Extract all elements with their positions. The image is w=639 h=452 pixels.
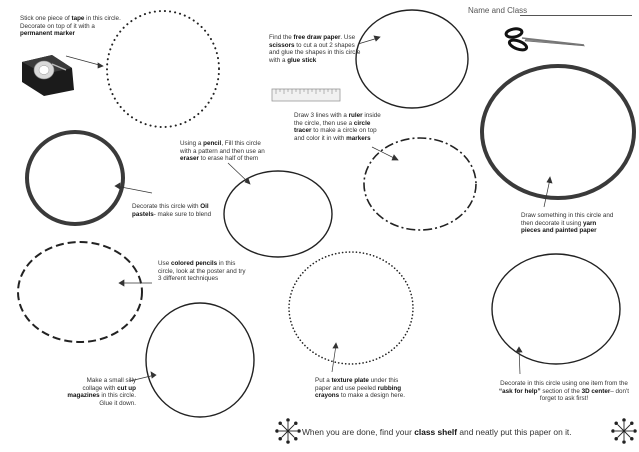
circle-yarn [482, 66, 634, 198]
circle-pencil [224, 171, 332, 257]
instruction-paper: Find the free draw paper. Use scissors to cut a out 2 shapes and glue the shapes in this circle with a glue stick [269, 34, 361, 64]
instruction-pastels: Decorate this circle with Oil pastels- make sure to blend [132, 203, 212, 218]
scissors-icon [505, 28, 585, 52]
tape-dispenser-icon [22, 55, 74, 96]
instruction-magazines: Make a small silly collage with cut up magazines in this circle. Glue it down. [67, 377, 136, 407]
instruction-help: Decorate in this circle using one item from the “ask for help” section of the 3D center– don't forget to ask first! [498, 380, 630, 403]
circle-magazines [146, 303, 254, 417]
instruction-tape: Stick one piece of tape in this circle. Decorate on top of it with a permanent marker [20, 15, 121, 38]
instruction-ruler: Draw 3 lines with a ruler inside the circle, then use a circle tracer to make a circle on top and color it in with markers [294, 112, 381, 142]
instruction-colored-pencils: Use colored pencils in this circle, look at the poster and try 3 different techniques [158, 260, 246, 283]
circle-pastels [27, 132, 123, 224]
circle-help [492, 254, 620, 364]
circle-ruler [364, 138, 476, 230]
circle-texture [289, 252, 413, 364]
circle-paper [356, 10, 468, 108]
circle-colored-pencils [18, 242, 142, 342]
instruction-texture: Put a texture plate under this paper and use peeled rubbing crayons to make a design here. [315, 377, 405, 400]
footer-instruction: When you are done, find your class shelf and neatly put this paper on it. [302, 427, 572, 437]
name-and-class-line [520, 15, 632, 16]
ruler-icon [272, 89, 340, 101]
instruction-pencil: Using a pencil, Fill this circle with a pattern and then use an eraser to erase half of them [180, 140, 265, 163]
instruction-yarn: Draw something in this circle and then decorate it using yarn pieces and painted paper [521, 212, 614, 235]
name-and-class-label: Name and Class [468, 6, 528, 15]
